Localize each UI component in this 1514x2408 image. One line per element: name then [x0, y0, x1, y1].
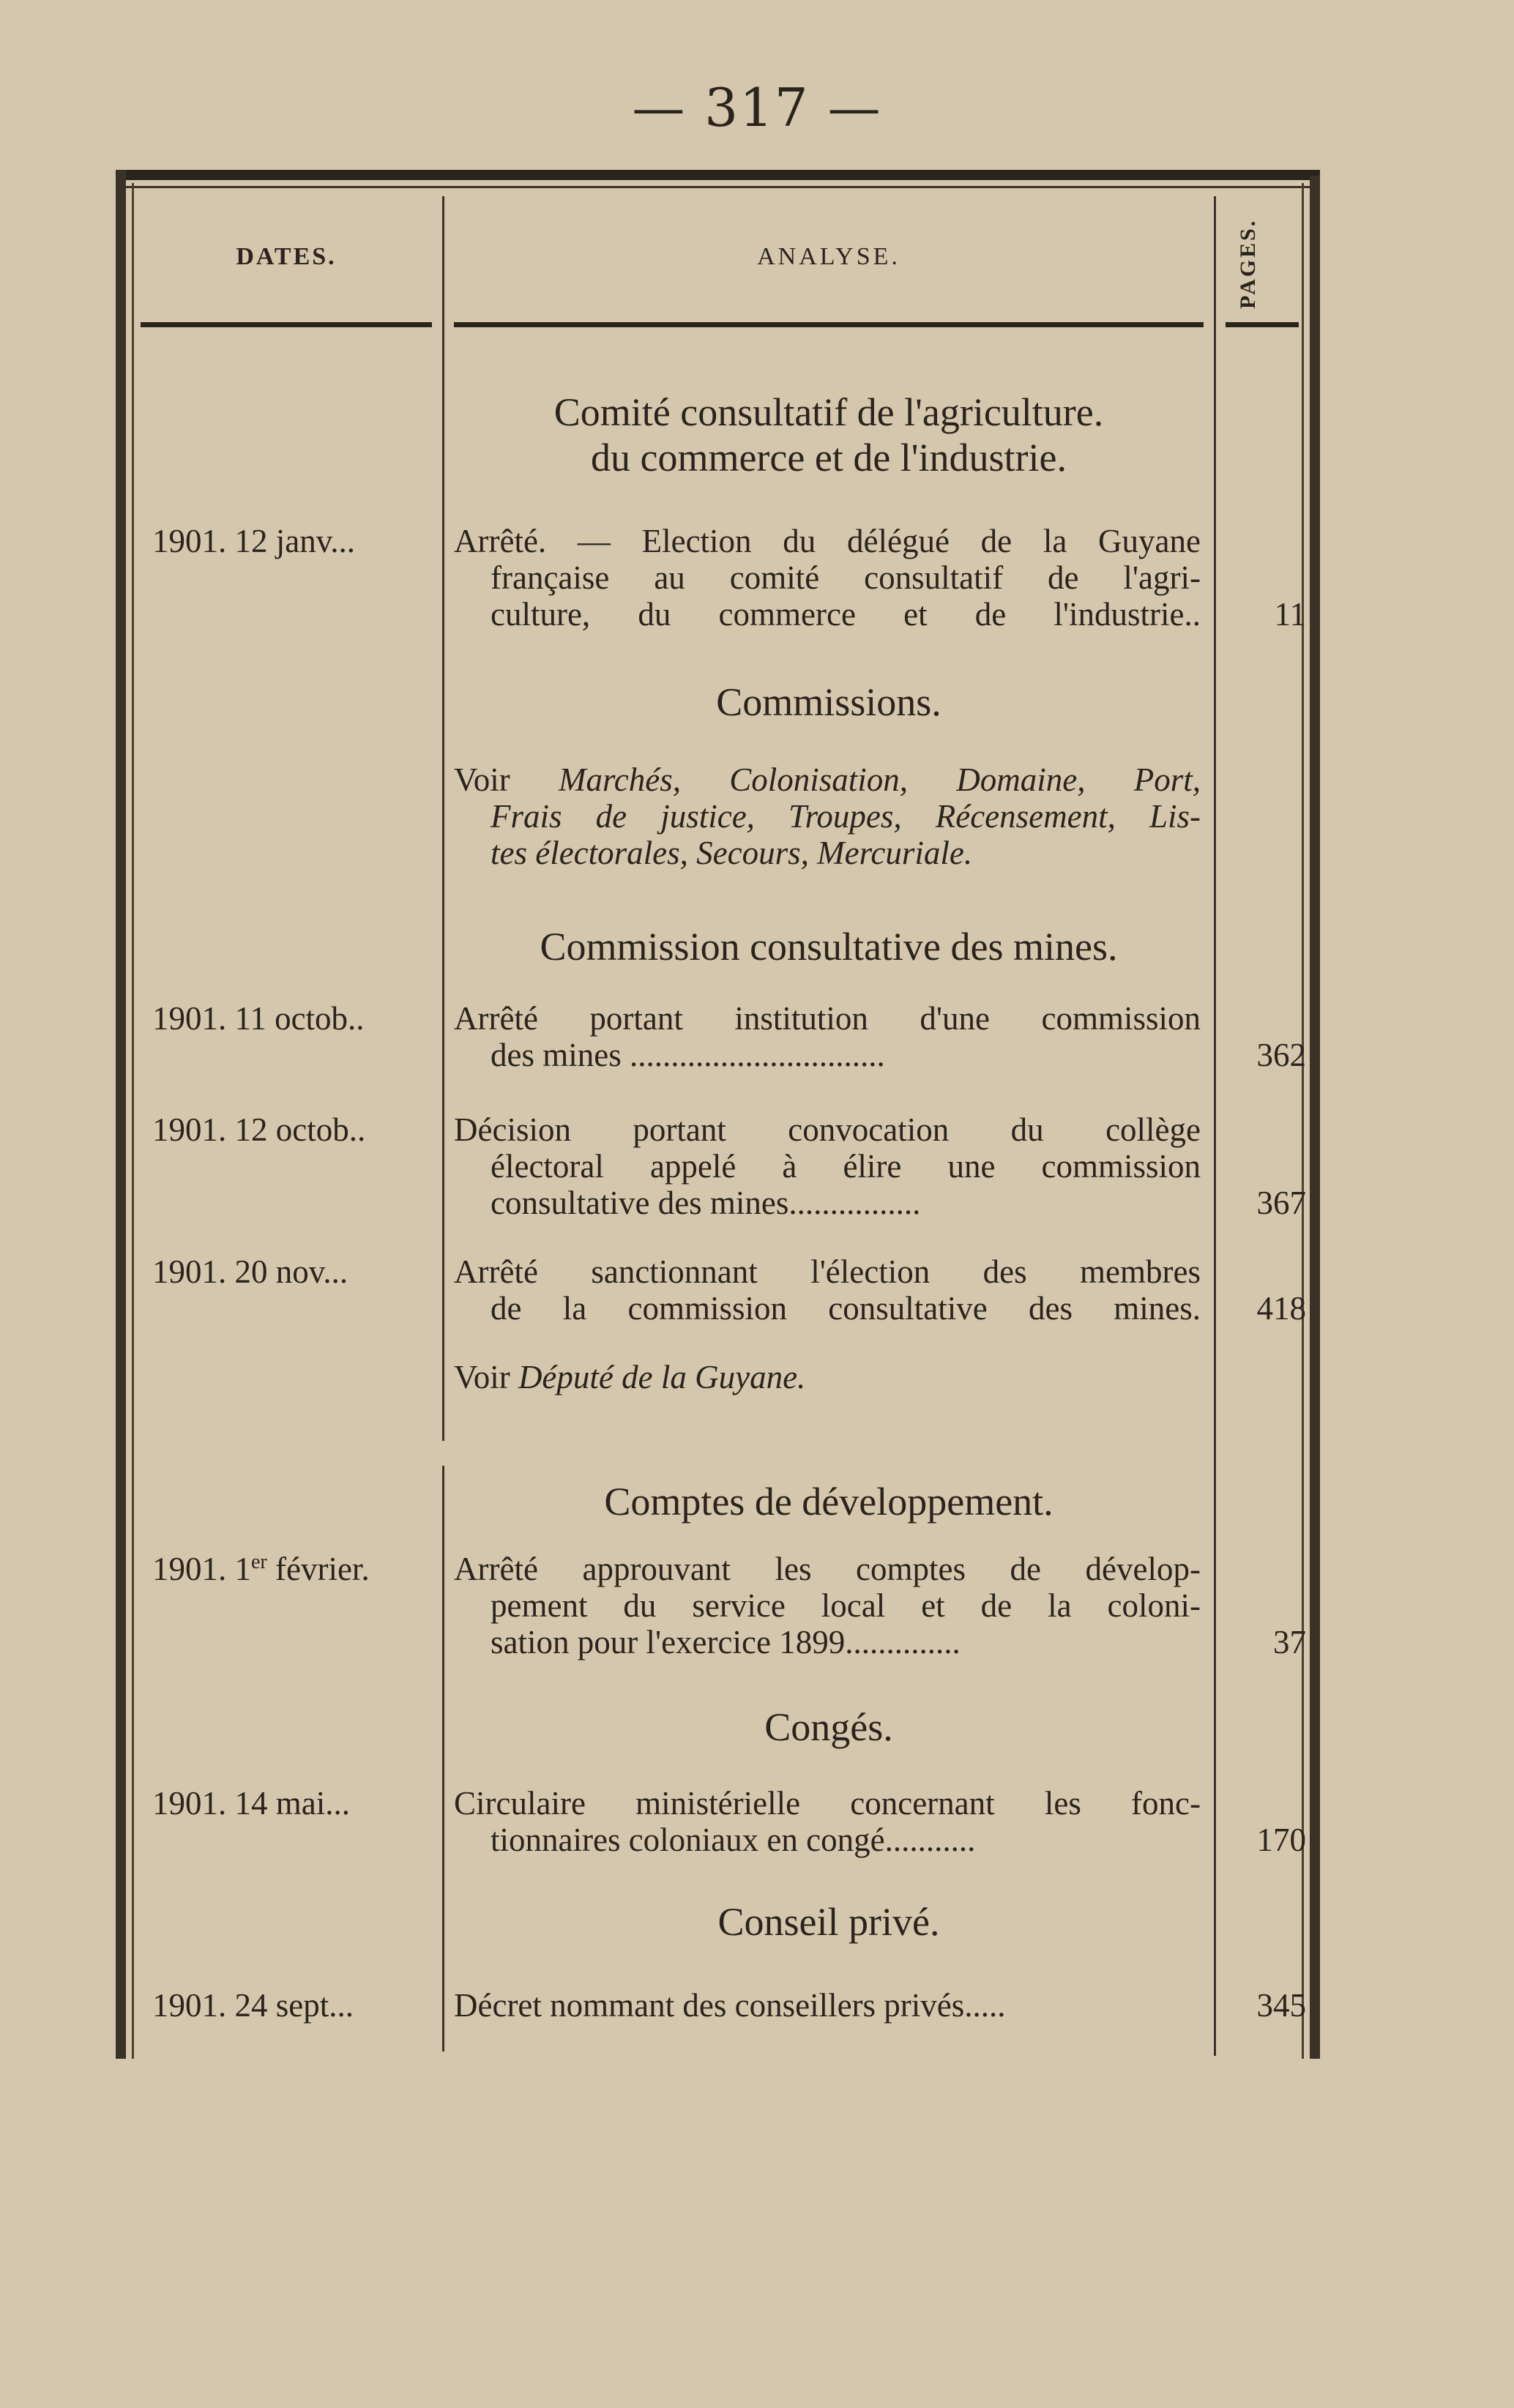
entry-page: 170 [1256, 1822, 1306, 1858]
entry-line: pement du service local et de la coloni- [491, 1587, 1201, 1624]
entry-page: 367 [1256, 1185, 1306, 1221]
entry-line: culture, du commerce et de l'industrie.. [491, 596, 1201, 633]
entry-line [454, 761, 1201, 798]
section-title [454, 389, 1204, 480]
section-title-line: Commissions. [716, 680, 941, 724]
entry-date: 1901. 12 octob.. [152, 1111, 366, 1148]
entry-line: Frais de justice, Troupes, Récensement, Lis- [491, 798, 1201, 835]
entry-line: Circulaire ministérielle concernant les fonc- [454, 1785, 1201, 1822]
section-title-line: Comptes de développement. [604, 1480, 1054, 1524]
entry-line: tionnaires coloniaux en congé........... [491, 1822, 976, 1858]
entry-analysis [454, 1551, 1201, 1660]
entry-analysis [454, 1987, 1201, 2024]
entry-page: 11 [1274, 596, 1306, 633]
index-table [116, 170, 1320, 2059]
entry-date: 1901. 24 sept... [152, 1987, 354, 2024]
left-border [116, 170, 126, 2059]
entry-line: tes électorales, Secours, Mercuriale. [491, 835, 973, 871]
section-title [454, 1479, 1204, 1524]
entry-page: 345 [1256, 1987, 1306, 2024]
see-refs: Député de la Guyane. [518, 1359, 806, 1395]
entry-see-also [454, 761, 1201, 871]
column-divider-dates-lower [442, 1466, 444, 2051]
header-rule-pages [1226, 322, 1299, 327]
section-title-line: Congés. [764, 1705, 893, 1749]
right-border-thin [1302, 183, 1304, 2059]
section-title-line: Commission consultative des mines. [540, 925, 1118, 969]
entry-analysis [454, 1785, 1201, 1858]
entry-analysis [454, 1253, 1201, 1327]
entry-line: Décision portant convocation du collège [454, 1111, 1201, 1148]
entry-line: de la commission consultative des mines. [491, 1290, 1201, 1327]
section-title-line: du commerce et de l'industrie. [590, 436, 1067, 480]
entry-date: 1901. 11 octob.. [152, 1000, 365, 1037]
entry-line [454, 1359, 1201, 1395]
column-divider-pages [1214, 196, 1216, 2056]
entry-date: 1901. 14 mai... [152, 1785, 350, 1822]
entry-date: 1901. 12 janv... [152, 523, 356, 559]
entry-line: des mines ............................... [491, 1037, 885, 1073]
entry-analysis [454, 523, 1201, 633]
entry-page: 418 [1256, 1290, 1306, 1327]
top-rule-thin [116, 186, 1320, 188]
entry-page: 362 [1256, 1037, 1306, 1073]
entry-line: sation pour l'exercice 1899.............. [491, 1624, 961, 1660]
entry-line: Arrêté sanctionnant l'élection des membres [454, 1253, 1201, 1290]
column-divider-dates [442, 196, 444, 1441]
entry-analysis [454, 1111, 1201, 1221]
entry-line: française au comité consultatif de l'agri- [491, 559, 1201, 596]
section-title [454, 1899, 1204, 1945]
header-rule-dates [141, 322, 432, 327]
entry-date: 1901. 20 nov... [152, 1253, 348, 1290]
section-title [454, 924, 1204, 969]
top-rule [116, 170, 1320, 180]
entry-line: Arrêté approuvant les comptes de dévelop- [454, 1551, 1201, 1587]
section-title-line: Comité consultatif de l'agriculture. [553, 390, 1104, 434]
entry-see-also [454, 1359, 1201, 1395]
page-number: — 317 — [632, 77, 882, 138]
see-refs: Marchés, Colonisation, Domaine, Port, [558, 761, 1201, 798]
entry-page: 37 [1273, 1624, 1306, 1660]
see-word: Voir [454, 1359, 518, 1395]
right-border [1310, 176, 1320, 2059]
entry-analysis [454, 1000, 1201, 1073]
header-dates: DATES. [236, 243, 337, 270]
section-title [454, 1704, 1204, 1750]
header-pages: PAGES. [1236, 218, 1260, 309]
header-analyse: ANALYSE. [757, 243, 900, 270]
section-title-line: Conseil privé. [717, 1900, 940, 1944]
header-rule-analyse [454, 322, 1204, 327]
see-word: Voir [454, 761, 559, 798]
entry-line: Décret nommant des conseillers privés..... [454, 1987, 1006, 2024]
entry-line: consultative des mines................ [491, 1185, 921, 1221]
entry-line: Arrêté portant institution d'une commission [454, 1000, 1201, 1037]
entry-line: Arrêté. — Election du délégué de la Guyane [454, 523, 1201, 559]
entry-line: électoral appelé à élire une commission [491, 1148, 1201, 1185]
left-border-thin [132, 183, 134, 2059]
section-title [454, 679, 1204, 725]
entry-date: 1901. 1er février. [152, 1551, 370, 1587]
